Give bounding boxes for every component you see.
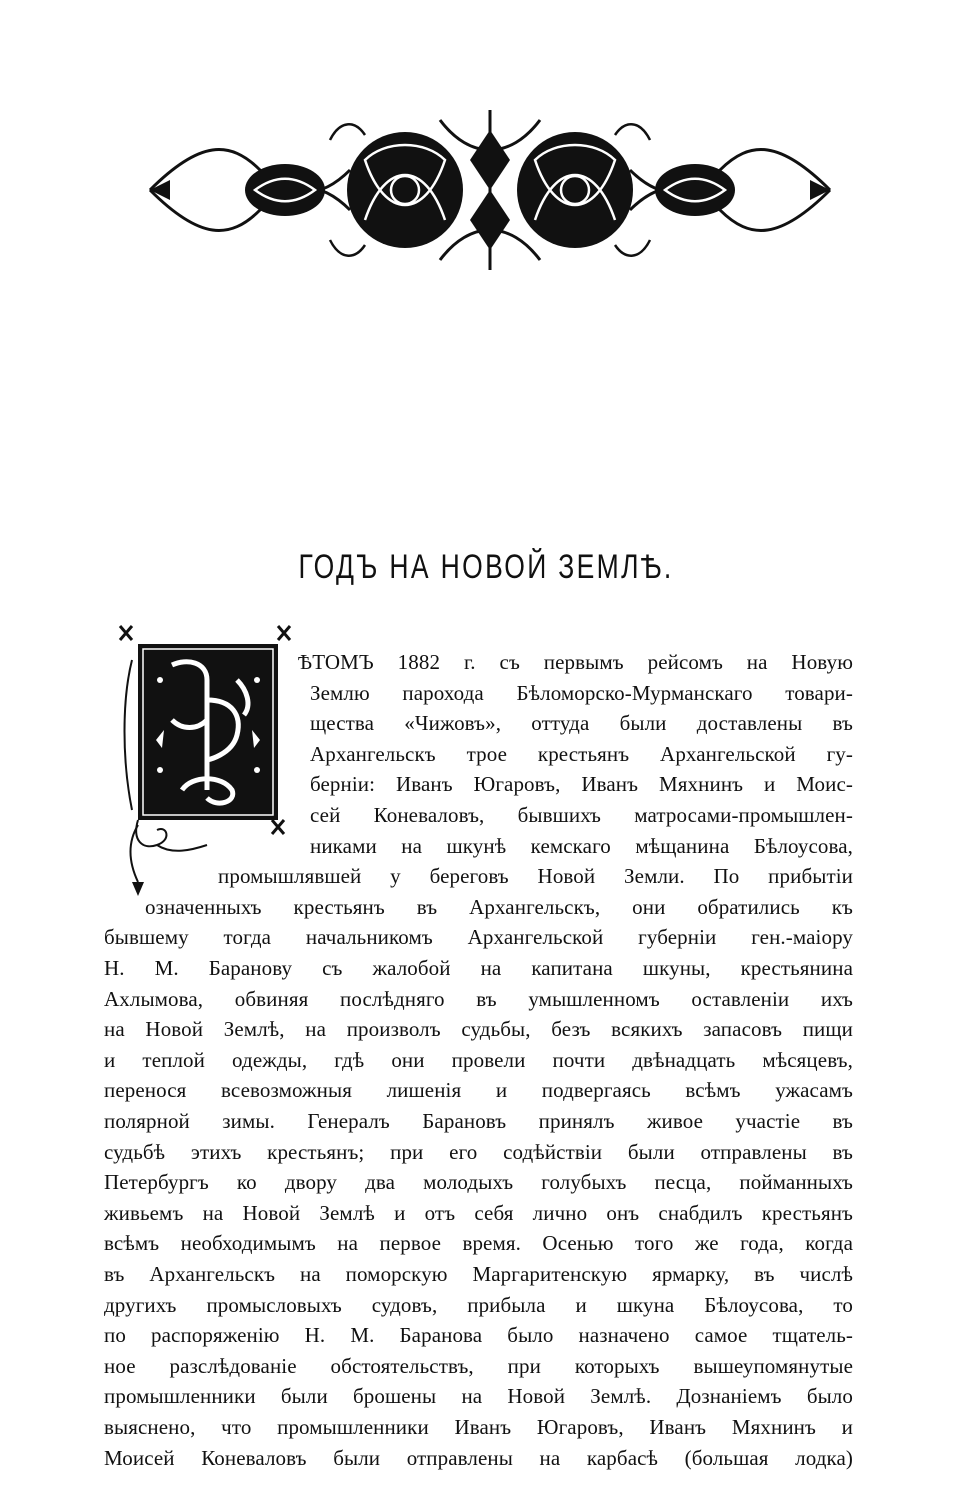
- text-line: щества «Чижовъ», оттуда были доставлены въ: [310, 711, 853, 735]
- text-line: промышленники были брошены на Новой Землѣ. Дознаніемъ было: [104, 1384, 853, 1408]
- text-line: полярной зимы. Генералъ Барановъ принялъ живое участіе въ: [104, 1109, 853, 1133]
- text-line: бывшему тогда начальникомъ Архангельской губерніи ген.-маіору: [104, 925, 853, 949]
- text-line: берніи: Иванъ Югаровъ, Иванъ Мяхнинъ и Моис-: [310, 772, 853, 796]
- text-line: ѢТОМЪ 1882 г. съ первымъ рейсомъ на Новую: [298, 650, 853, 674]
- text-line: въ Архангельскъ на поморскую Маргаритенскую ярмарку, въ числѣ: [104, 1262, 853, 1286]
- text-line: сей Коневаловъ, бывшихъ матросами-промышлен-: [310, 803, 853, 827]
- text-line: Моисей Коневаловъ были отправлены на карбасѣ (большая лодка): [104, 1446, 853, 1470]
- text-line: Ахлымова, обвиняя послѣдняго въ умышленномъ оставленіи ихъ: [104, 987, 853, 1011]
- text-line: выяснено, что промышленники Иванъ Югаровъ, Иванъ Мяхнинъ и: [104, 1415, 853, 1439]
- text-line: по распоряженію Н. М. Баранова было назначено самое тщатель-: [104, 1323, 853, 1347]
- text-line: и теплой одежды, гдѣ они провели почти двѣнадцать мѣсяцевъ,: [104, 1048, 853, 1072]
- text-line: другихъ промысловыхъ судовъ, прибыла и шкуна Бѣлоусова, то: [104, 1293, 853, 1317]
- text-line: никами на шкунѣ кемскаго мѣщанина Бѣлоусова,: [310, 834, 853, 858]
- ornamental-headpiece: [140, 100, 840, 280]
- decorated-initial-letter: [112, 620, 298, 900]
- text-line: промышлявшей у береговъ Новой Земли. По прибытіи: [218, 864, 853, 888]
- text-line: Архангельскъ трое крестьянъ Архангельской гу-: [310, 742, 853, 766]
- text-line: живьемъ на Новой Землѣ и отъ себя лично онъ снабдилъ крестьянъ: [104, 1201, 853, 1225]
- text-line: Землю парохода Бѣломорско-Мурманскаго товари-: [310, 681, 853, 705]
- text-line: Петербургъ ко двору два молодыхъ голубыхъ песца, пойманныхъ: [104, 1170, 853, 1194]
- text-line: ное разслѣдованіе обстоятельствъ, при которыхъ вышеупомянутые: [104, 1354, 853, 1378]
- text-line: на Новой Землѣ, на произволъ судьбы, безъ всякихъ запасовъ пищи: [104, 1017, 853, 1041]
- text-line: перенося всевозможныя лишенія и подвергаясь всѣмъ ужасамъ: [104, 1078, 853, 1102]
- text-line: всѣмъ необходимымъ на первое время. Осенью того же года, когда: [104, 1231, 853, 1255]
- text-line: означенныхъ крестьянъ въ Архангельскъ, они обратились къ: [145, 895, 853, 919]
- text-line: Н. М. Баранову съ жалобой на капитана шкуны, крестьянина: [104, 956, 853, 980]
- chapter-title: ГОДЪ НА НОВОЙ ЗЕМЛѢ.: [298, 548, 674, 586]
- text-line: судьбѣ этихъ крестьянъ; при его содѣйствіи были отправлены въ: [104, 1140, 853, 1164]
